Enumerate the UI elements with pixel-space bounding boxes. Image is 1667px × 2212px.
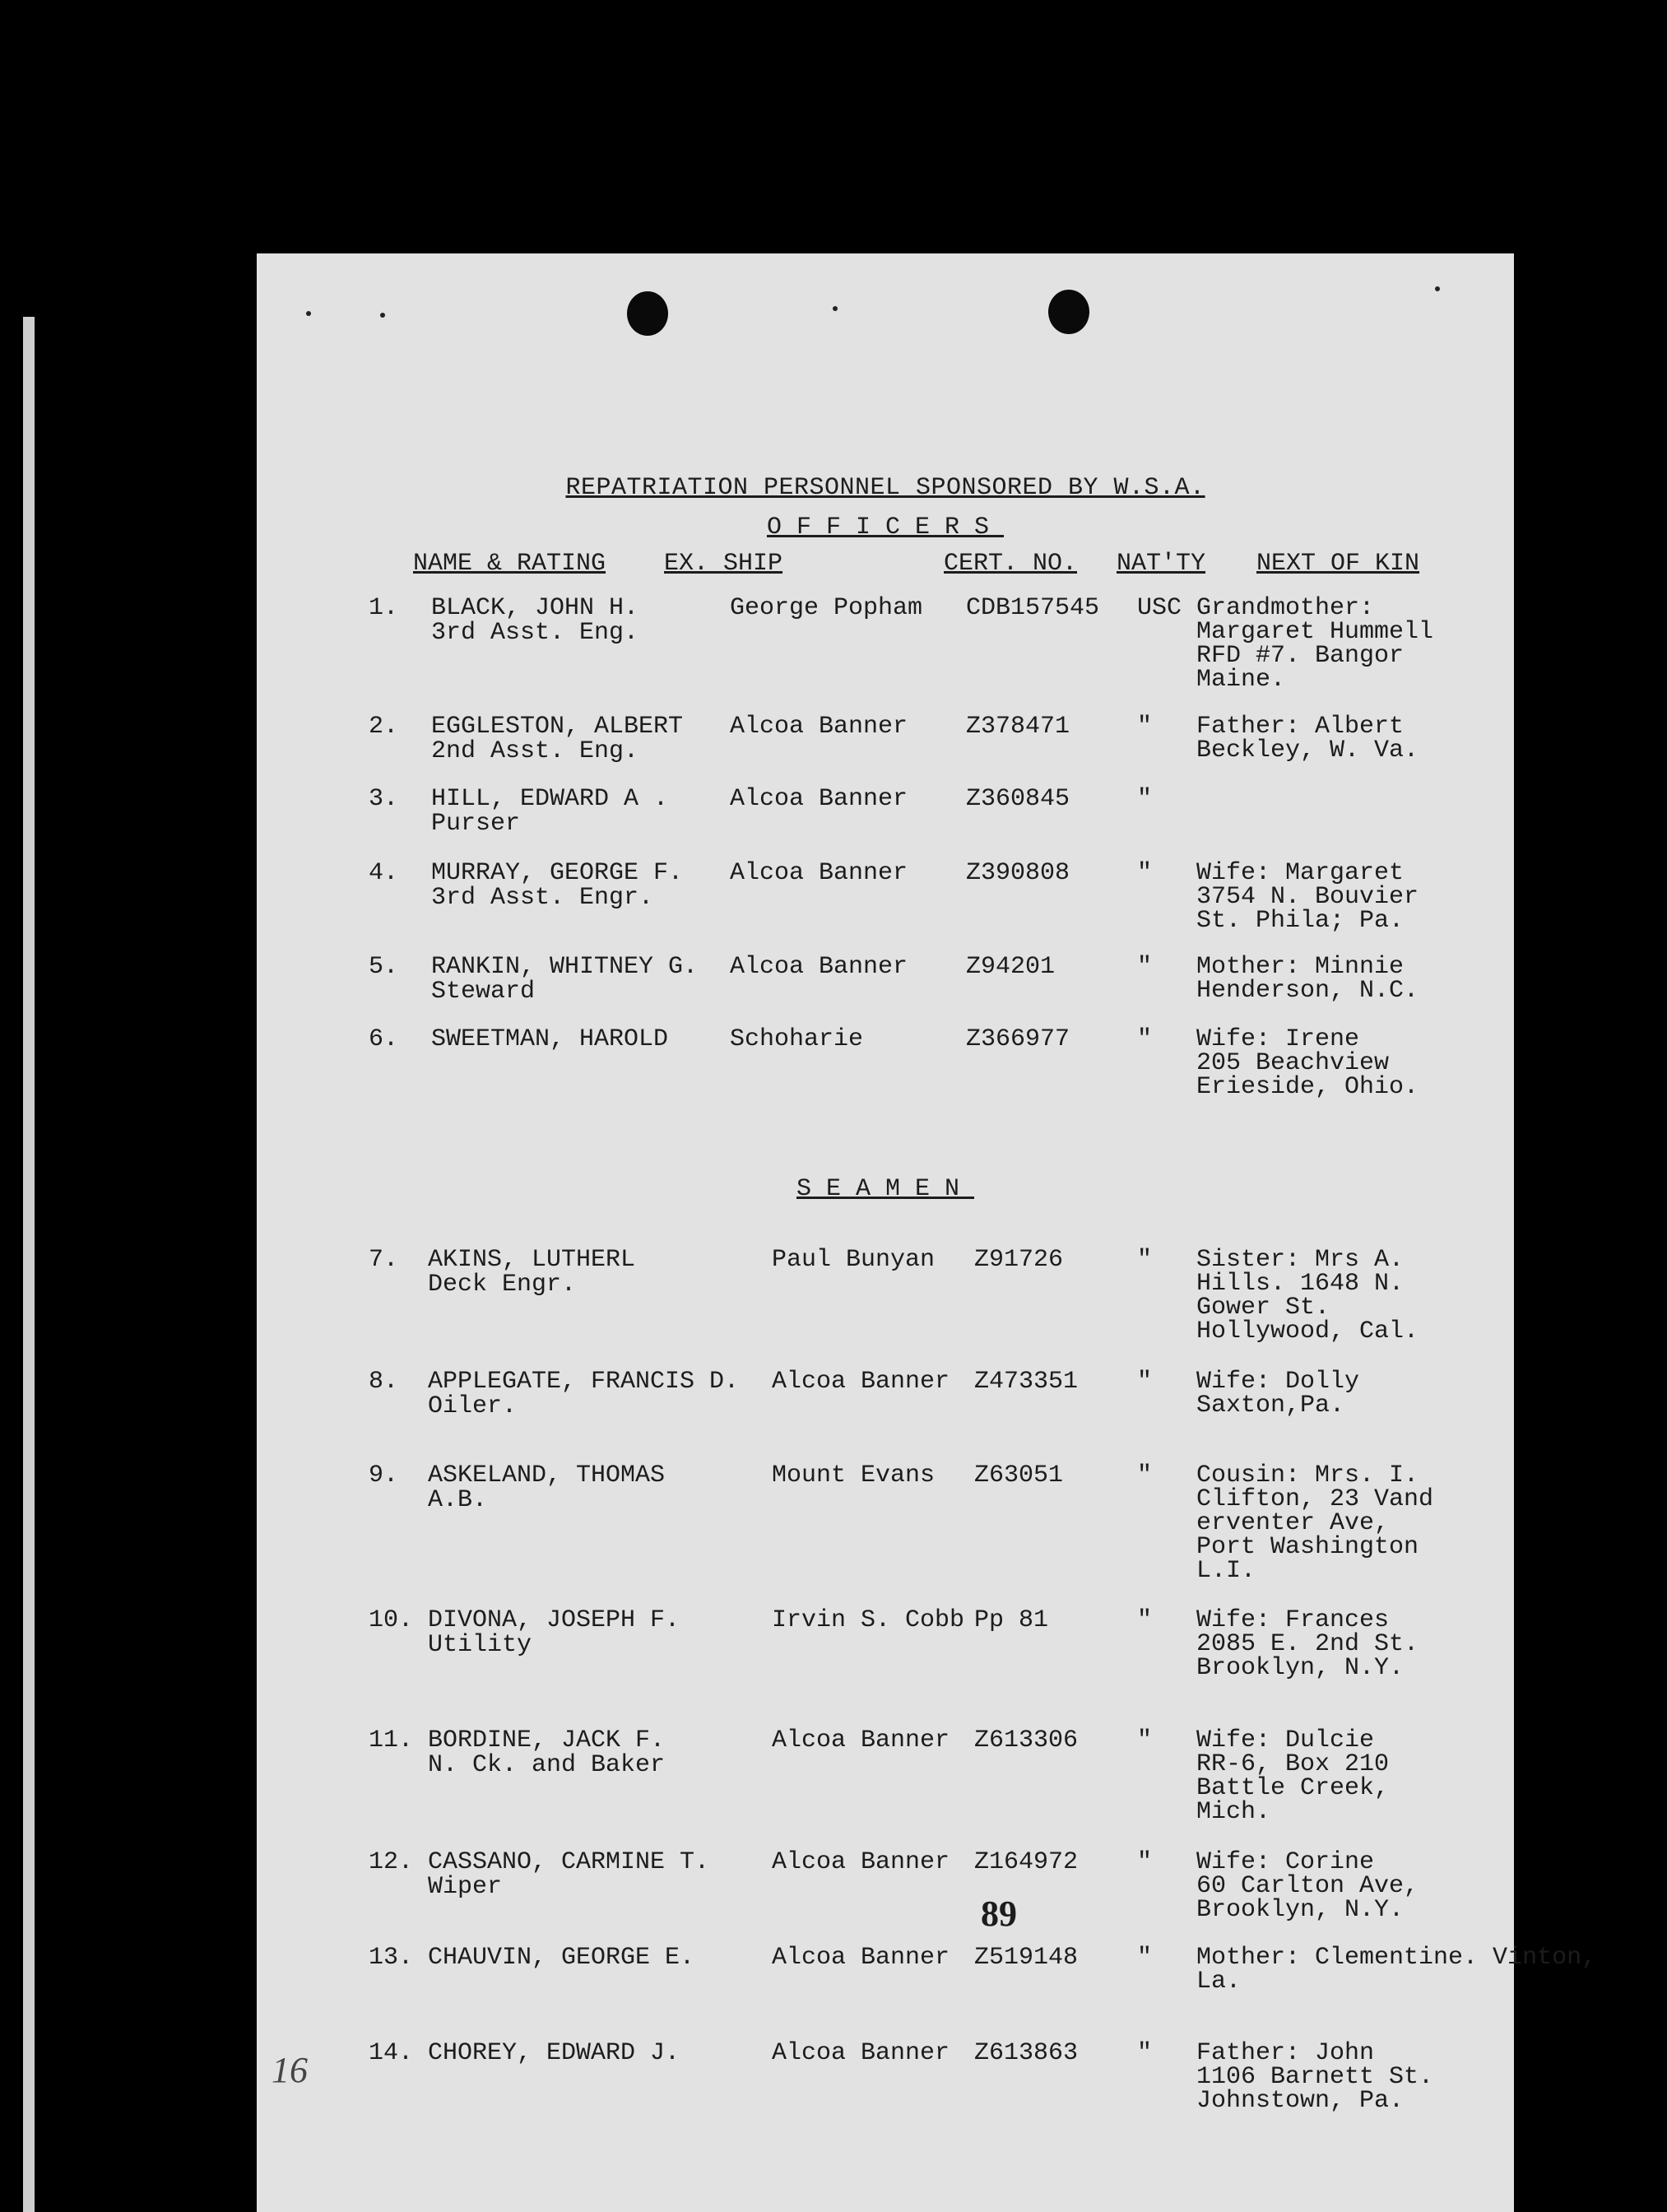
entry-next-of-kin: Gower St. [1196, 1294, 1330, 1322]
entry-cert-no: Z360845 [966, 785, 1070, 813]
entry-cert-no: Pp 81 [974, 1606, 1049, 1634]
entry-ship: Alcoa Banner [730, 953, 908, 981]
entry-cert-no: Z378471 [966, 713, 1070, 741]
document-page [257, 253, 1597, 2212]
col-header-ship: EX. SHIP [664, 550, 783, 578]
entry-cert-no: Z91726 [974, 1246, 1064, 1274]
entry-rating: Wiper [428, 1873, 503, 1901]
entry-rating: Steward [431, 978, 536, 1006]
entry-next-of-kin: Beckley, W. Va. [1196, 737, 1419, 764]
entry-ship: Alcoa Banner [772, 1848, 950, 1876]
entry-next-of-kin: 205 Beachview [1196, 1049, 1390, 1077]
entry-next-of-kin: Brooklyn, N.Y. [1196, 1654, 1405, 1682]
col-header-name: NAME & RATING [413, 550, 606, 578]
entry-number: 11. [369, 1726, 414, 1754]
entry-next-of-kin: Battle Creek, [1196, 1774, 1390, 1802]
entry-cert-no: Z473351 [974, 1368, 1079, 1396]
entry-name: BORDINE, JACK F. [428, 1726, 666, 1754]
entry-next-of-kin: Wife: Frances [1196, 1606, 1390, 1634]
entry-ship: Alcoa Banner [772, 1944, 950, 1972]
entry-next-of-kin: L.I. [1196, 1557, 1256, 1585]
entry-nationality: " [1137, 1246, 1153, 1274]
speck [306, 311, 311, 316]
entry-ship: Alcoa Banner [772, 1368, 950, 1396]
entry-name: CASSANO, CARMINE T. [428, 1848, 710, 1876]
handwritten-margin-note: 16 [272, 2050, 308, 2090]
entry-nationality: " [1137, 1025, 1153, 1053]
entry-ship: Mount Evans [772, 1462, 936, 1489]
entry-next-of-kin: 3754 N. Bouvier [1196, 883, 1419, 911]
entry-number: 12. [369, 1848, 414, 1876]
entry-next-of-kin: Erieside, Ohio. [1196, 1073, 1419, 1101]
entry-number: 10. [369, 1606, 414, 1634]
col-header-cert: CERT. NO. [944, 550, 1078, 578]
entry-number: 6. [369, 1025, 399, 1053]
entry-next-of-kin: Wife: Dulcie [1196, 1726, 1375, 1754]
entry-nationality: " [1137, 953, 1153, 981]
entry-rating: Utility [428, 1631, 532, 1659]
punch-hole-left [627, 291, 668, 336]
entry-name: CHAUVIN, GEORGE E. [428, 1944, 695, 1972]
col-header-kin: NEXT OF KIN [1256, 550, 1420, 578]
speck [833, 306, 838, 311]
entry-next-of-kin: Wife: Margaret [1196, 859, 1405, 887]
entry-next-of-kin: 2085 E. 2nd St. [1196, 1630, 1419, 1658]
entry-ship: Schoharie [730, 1025, 864, 1053]
entry-next-of-kin: Clifton, 23 Vand [1196, 1485, 1434, 1513]
entry-nationality: " [1137, 2039, 1153, 2067]
entry-ship: Alcoa Banner [730, 713, 908, 741]
entry-cert-no: Z366977 [966, 1025, 1070, 1053]
entry-nationality: " [1137, 1944, 1153, 1972]
entry-number: 9. [369, 1462, 399, 1489]
col-header-nat: NAT'TY [1117, 550, 1206, 578]
entry-nationality: " [1137, 713, 1153, 741]
entry-next-of-kin: Mother: Clementine. Vinton, [1196, 1944, 1597, 1972]
entry-number: 8. [369, 1368, 399, 1396]
entry-name: ASKELAND, THOMAS [428, 1462, 666, 1489]
entry-nationality: " [1137, 1726, 1153, 1754]
entry-rating: Deck Engr. [428, 1271, 577, 1299]
entry-name: BLACK, JOHN H. [431, 594, 639, 622]
entry-nationality: " [1137, 1462, 1153, 1489]
punch-hole-right [1048, 290, 1089, 334]
entry-nationality: USC [1137, 594, 1182, 622]
entry-next-of-kin: Sister: Mrs A. [1196, 1246, 1405, 1274]
speck [380, 313, 385, 318]
entry-ship: Paul Bunyan [772, 1246, 936, 1274]
entry-next-of-kin: RFD #7. Bangor [1196, 642, 1405, 670]
entry-name: AKINS, LUTHERL [428, 1246, 636, 1274]
entry-ship: George Popham [730, 594, 923, 622]
entry-rating: 3rd Asst. Engr. [431, 884, 654, 912]
entry-rating: 2nd Asst. Eng. [431, 737, 639, 765]
entry-next-of-kin: Mother: Minnie [1196, 953, 1405, 981]
entry-rating: A.B. [428, 1486, 488, 1514]
page-number: 89 [981, 1894, 1017, 1934]
entry-number: 7. [369, 1246, 399, 1274]
entry-nationality: " [1137, 1848, 1153, 1876]
entry-next-of-kin: Hollywood, Cal. [1196, 1317, 1419, 1345]
entry-number: 1. [369, 594, 399, 622]
entry-number: 14. [369, 2039, 414, 2067]
entry-cert-no: Z613863 [974, 2039, 1079, 2067]
entry-next-of-kin: Father: Albert [1196, 713, 1405, 741]
section-seamen: SEAMEN [796, 1175, 975, 1203]
entry-nationality: " [1137, 1606, 1153, 1634]
speck [1435, 286, 1440, 291]
entry-next-of-kin: Wife: Corine [1196, 1848, 1375, 1876]
entry-next-of-kin: Saxton,Pa. [1196, 1392, 1345, 1420]
entry-ship: Alcoa Banner [730, 859, 908, 887]
entry-name: CHOREY, EDWARD J. [428, 2039, 680, 2067]
entry-ship: Alcoa Banner [772, 1726, 950, 1754]
entry-cert-no: Z63051 [974, 1462, 1064, 1489]
entry-name: APPLEGATE, FRANCIS D. [428, 1368, 740, 1396]
entry-nationality: " [1137, 859, 1153, 887]
entry-next-of-kin: 60 Carlton Ave, [1196, 1872, 1419, 1900]
entry-name: RANKIN, WHITNEY G. [431, 953, 699, 981]
entry-number: 4. [369, 859, 399, 887]
section-officers: OFFICERS [766, 514, 1005, 541]
entry-next-of-kin: La. [1196, 1968, 1242, 1996]
entry-rating: N. Ck. and Baker [428, 1751, 666, 1779]
entry-cert-no: Z164972 [974, 1848, 1079, 1876]
entry-next-of-kin: 1106 Barnett St. [1196, 2063, 1434, 2091]
entry-next-of-kin: Hills. 1648 N. [1196, 1270, 1405, 1298]
entry-next-of-kin: Mich. [1196, 1798, 1271, 1826]
entry-ship: Alcoa Banner [772, 2039, 950, 2067]
entry-nationality: " [1137, 1368, 1153, 1396]
entry-next-of-kin: Grandmother: [1196, 594, 1375, 622]
entry-name: DIVONA, JOSEPH F. [428, 1606, 680, 1634]
film-edge-strip [23, 317, 35, 2212]
entry-cert-no: Z390808 [966, 859, 1070, 887]
entry-name: EGGLESTON, ALBERT [431, 713, 684, 741]
entry-number: 5. [369, 953, 399, 981]
entry-cert-no: CDB157545 [966, 594, 1100, 622]
entry-next-of-kin: Johnstown, Pa. [1196, 2087, 1405, 2115]
entry-next-of-kin: Cousin: Mrs. I. [1196, 1462, 1419, 1489]
entry-cert-no: Z519148 [974, 1944, 1079, 1972]
entry-next-of-kin: RR-6, Box 210 [1196, 1750, 1390, 1778]
entry-number: 2. [369, 713, 399, 741]
entry-next-of-kin: Port Washington [1196, 1533, 1419, 1561]
entry-nationality: " [1137, 785, 1153, 813]
entry-next-of-kin: erventer Ave, [1196, 1509, 1390, 1537]
entry-ship: Alcoa Banner [730, 785, 908, 813]
entry-next-of-kin: Brooklyn, N.Y. [1196, 1896, 1405, 1924]
entry-next-of-kin: Father: John [1196, 2039, 1375, 2067]
entry-rating: Oiler. [428, 1392, 518, 1420]
document-title: REPATRIATION PERSONNEL SPONSORED BY W.S.A. [565, 474, 1205, 502]
entry-next-of-kin: Wife: Dolly [1196, 1368, 1360, 1396]
entry-cert-no: Z613306 [974, 1726, 1079, 1754]
entry-name: MURRAY, GEORGE F. [431, 859, 684, 887]
entry-next-of-kin: St. Phila; Pa. [1196, 907, 1405, 935]
entry-rating: Purser [431, 810, 521, 838]
entry-cert-no: Z94201 [966, 953, 1056, 981]
entry-ship: Irvin S. Cobb [772, 1606, 965, 1634]
entry-name: SWEETMAN, HAROLD [431, 1025, 669, 1053]
entry-next-of-kin: Wife: Irene [1196, 1025, 1360, 1053]
entry-name: HILL, EDWARD A . [431, 785, 669, 813]
entry-next-of-kin: Maine. [1196, 666, 1286, 694]
entry-number: 3. [369, 785, 399, 813]
entry-number: 13. [369, 1944, 414, 1972]
entry-next-of-kin: Henderson, N.C. [1196, 977, 1419, 1005]
entry-rating: 3rd Asst. Eng. [431, 619, 639, 647]
entry-next-of-kin: Margaret Hummell [1196, 618, 1434, 646]
